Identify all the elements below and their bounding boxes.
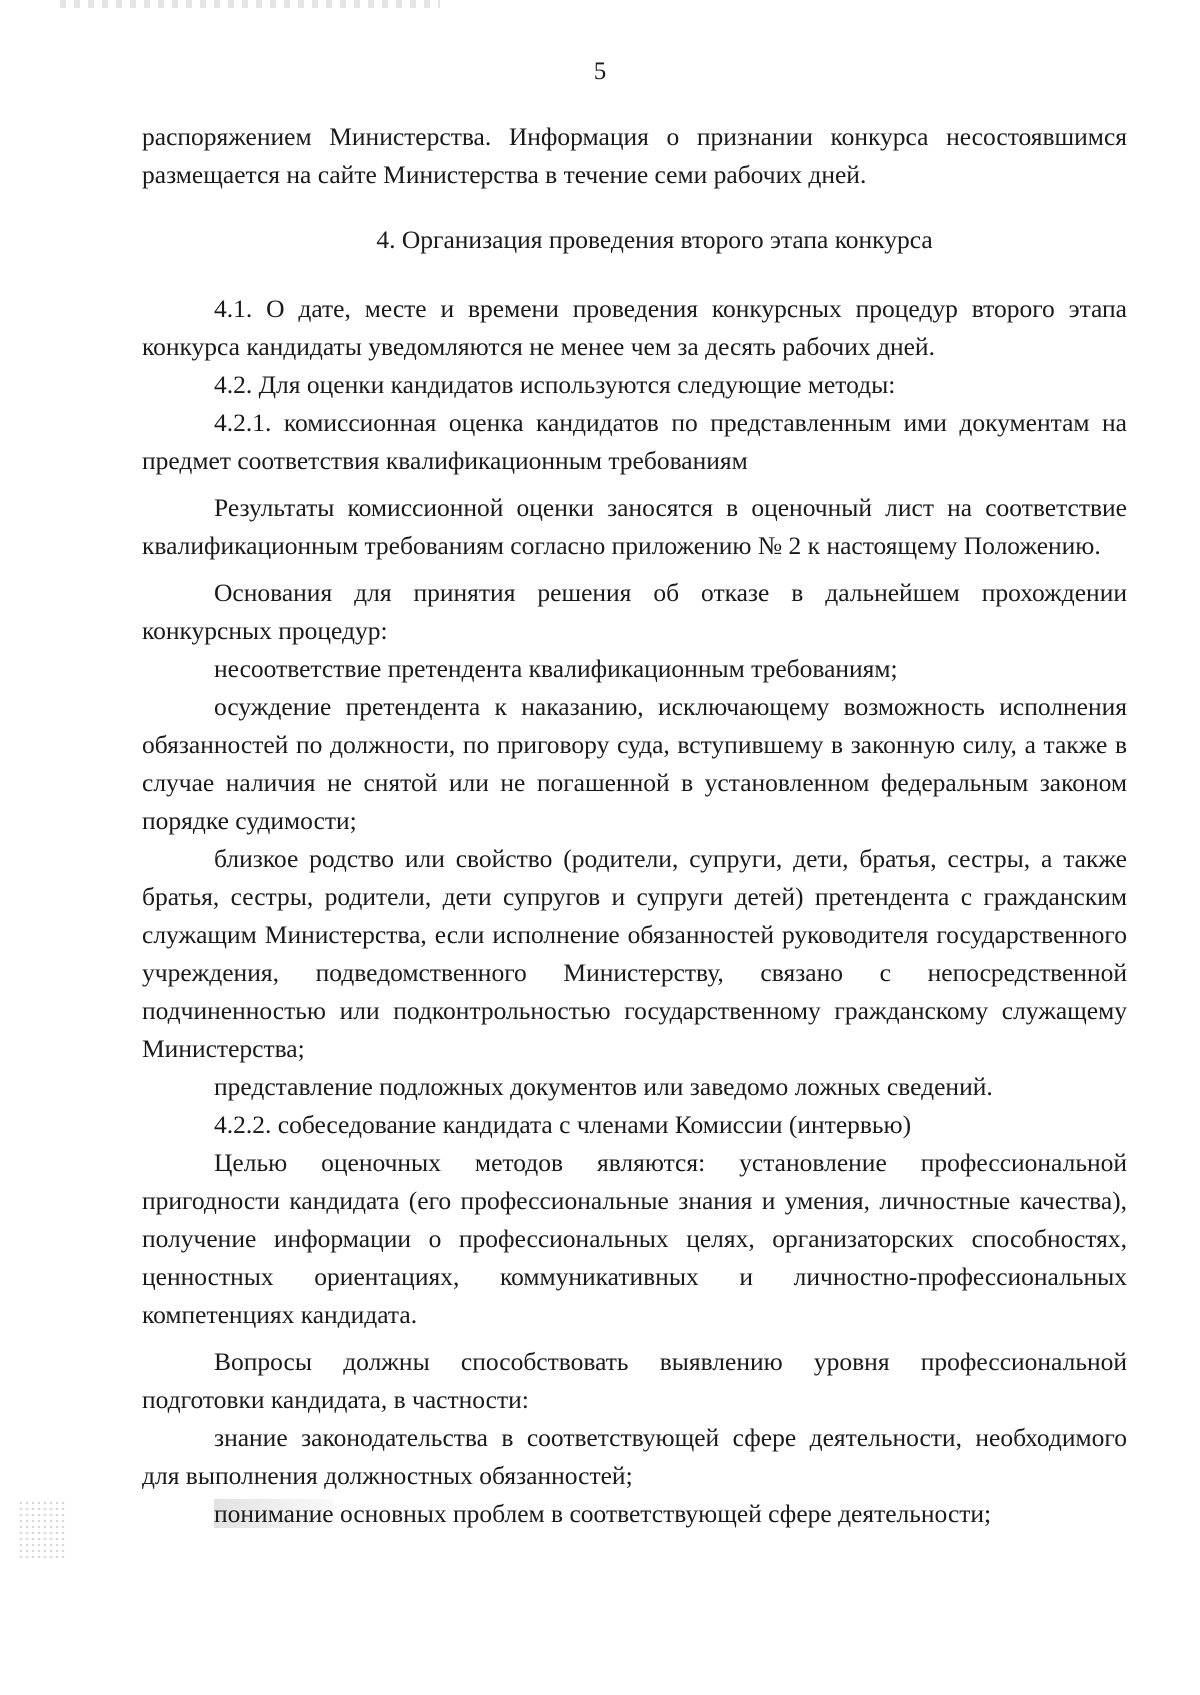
section-heading: 4. Организация проведения второго этапа конкурса <box>376 225 933 254</box>
paragraph-4-2-2: 4.2.2. собеседование кандидата с членами Комиссии (интервью) <box>214 1110 912 1139</box>
document-body <box>142 118 1127 1533</box>
paragraph-4-2: 4.2. Для оценки кандидатов используются следующие методы: <box>214 370 896 399</box>
paragraph-4-2-1: 4.2.1. комиссионная оценка кандидатов по представленным ими документам на предмет соответствия квалификационным требованиям <box>142 408 1127 475</box>
list-item-ground-3: близкое родство или свойство (родители, супруги, дети, братья, сестры, а также братья, сестры, родители, дети супругов и супруги детей) претендента с гражданским служащим Министерства, если исполнение обязанностей руководителя государственного учреждения, подведомственного Министерству, связано с непосредственной подчиненностью или подконтрольностью государственному гражданскому служащему Министерства; <box>142 844 1127 1063</box>
paragraph-4-1: 4.1. О дате, месте и времени проведения конкурсных процедур второго этапа конкурса кандидаты уведомляются не менее чем за десять рабочих дней. <box>142 294 1127 361</box>
list-item-ground-2: осуждение претендента к наказанию, исключающему возможность исполнения обязанностей по должности, по приговору суда, вступившему в законную силу, а также в случае наличия не снятой или не погашенной в установленном федеральным законом порядке судимости; <box>142 692 1127 835</box>
list-item-question-2 <box>142 1495 1127 1533</box>
list-item-question-1: знание законодательства в соответствующей сфере деятельности, необходимого для выполнения должностных обязанностей; <box>142 1423 1127 1490</box>
paragraph-results: Результаты комиссионной оценки заносятся в оценочный лист на соответствие квалификационным требованиям согласно приложению № 2 к настоящему Положению. <box>142 493 1127 560</box>
list-item-ground-1: несоответствие претендента квалификационным требованиям; <box>214 654 898 683</box>
paragraph-goal: Целью оценочных методов являются: установление профессиональной пригодности кандидата (его профессиональные знания и умения, личностные качества), получение информации о профессиональных целях, организаторских способностях, ценностных ориентациях, коммуникативных и личностно-профессиональных компетенциях кандидата. <box>142 1148 1127 1329</box>
list-item-question-2-text: основных проблем в соответствующей сфере деятельности; <box>333 1499 992 1528</box>
scan-shaded-word: понимание <box>214 1499 334 1528</box>
paragraph-grounds: Основания для принятия решения об отказе в дальнейшем прохождении конкурсных процедур: <box>142 578 1127 645</box>
paragraph-questions: Вопросы должны способствовать выявлению уровня профессиональной подготовки кандидата, в частности: <box>142 1347 1127 1414</box>
scan-artifact-top <box>60 0 440 8</box>
page-number: 5 <box>593 58 607 85</box>
paragraph-continuation: распоряжением Министерства. Информация о признании конкурса несостоявшимся размещается на сайте Министерства в течение семи рабочих дней. <box>142 122 1127 189</box>
list-item-ground-4: представление подложных документов или заведомо ложных сведений. <box>214 1072 993 1101</box>
scan-artifact-left <box>18 1500 68 1560</box>
